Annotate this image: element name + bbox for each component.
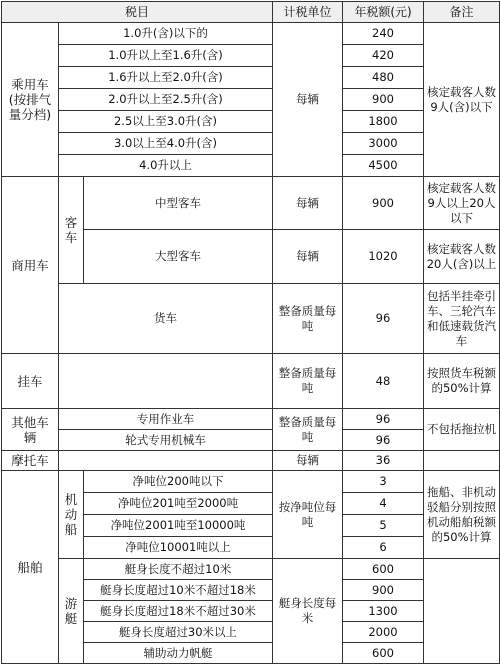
passenger-class-6: 3.0以上至4.0升(含)	[59, 133, 273, 155]
yacht-amount-2: 900	[343, 580, 424, 601]
large-bus-amount: 1020	[343, 230, 424, 284]
header-row	[2, 2, 500, 23]
header-item: 税目	[2, 2, 273, 23]
table-row	[2, 284, 500, 354]
passenger-class-1: 1.0升(含)以下的	[59, 23, 273, 45]
medium-bus-remark: 核定载客人数9人以上20人以下	[424, 177, 500, 230]
table-row	[2, 354, 500, 409]
truck-amount: 96	[343, 284, 424, 354]
header-remark: 备注	[424, 2, 500, 23]
header-unit: 计税单位	[273, 2, 343, 23]
truck-unit: 整备质量每吨	[273, 284, 343, 354]
commercial-label: 商用车	[2, 177, 59, 354]
motorcycle-remark	[424, 451, 500, 471]
yacht-class-1: 艇身长度不超过10米	[84, 559, 273, 580]
truck-name: 货车	[59, 284, 273, 354]
table-row	[2, 471, 500, 493]
trailer-label: 挂车	[2, 354, 59, 409]
motor-vessel-label: 机动船	[59, 471, 84, 559]
other-vehicle-2: 轮式专用机械车	[59, 430, 273, 451]
passenger-amount-7: 4500	[343, 155, 424, 177]
yacht-amount-1: 600	[343, 559, 424, 580]
motorcycle-label: 摩托车	[2, 451, 59, 471]
passenger-amount-6: 3000	[343, 133, 424, 155]
trailer-amount: 48	[343, 354, 424, 409]
passenger-amount-3: 480	[343, 67, 424, 89]
yacht-class-5: 辅助动力帆艇	[84, 643, 273, 664]
passenger-car-label: 乘用车 (按排气量分档)	[2, 23, 59, 177]
table-row	[2, 409, 500, 430]
bus-label: 客车	[59, 177, 84, 284]
motorcycle-amount: 36	[343, 451, 424, 471]
motor-vessel-amount-2: 4	[343, 493, 424, 515]
large-bus-remark: 核定载客人数20人(含)以上	[424, 230, 500, 284]
other-vehicles-remark: 不包括拖拉机	[424, 409, 500, 451]
passenger-class-4: 2.0升以上至2.5升(含)	[59, 89, 273, 111]
truck-remark: 包括半挂牵引车、三轮汽车和低速载货汽车	[424, 284, 500, 354]
other-vehicles-unit: 整备质量每吨	[273, 409, 343, 451]
motorcycle-unit: 每辆	[273, 451, 343, 471]
motor-vessel-class-2: 净吨位201吨至2000吨	[84, 493, 273, 515]
passenger-unit: 每辆	[273, 23, 343, 177]
motor-vessel-class-4: 净吨位10001吨以上	[84, 537, 273, 559]
table-row	[2, 23, 500, 45]
yacht-amount-4: 2000	[343, 622, 424, 643]
other-vehicles-label: 其他车辆	[2, 409, 59, 451]
passenger-class-2: 1.0升以上至1.6升(含)	[59, 45, 273, 67]
large-bus-name: 大型客车	[84, 230, 273, 284]
yacht-class-4: 艇身长度超过30米以上	[84, 622, 273, 643]
passenger-amount-4: 900	[343, 89, 424, 111]
motor-vessel-remark: 拖船、非机动驳船分别按照机动船舶税额的50%计算	[424, 471, 500, 559]
table-row	[2, 177, 500, 230]
other-amount-1: 96	[343, 409, 424, 430]
medium-bus-amount: 900	[343, 177, 424, 230]
medium-bus-name: 中型客车	[84, 177, 273, 230]
other-vehicle-1: 专用作业车	[59, 409, 273, 430]
motor-vessel-class-1: 净吨位200吨以下	[84, 471, 273, 493]
table-row	[2, 559, 500, 580]
motor-vessel-class-3: 净吨位2001吨至10000吨	[84, 515, 273, 537]
vehicle-vessel-tax-table	[1, 1, 500, 664]
motor-vessel-amount-1: 3	[343, 471, 424, 493]
passenger-amount-2: 420	[343, 45, 424, 67]
motor-vessel-amount-3: 5	[343, 515, 424, 537]
passenger-remark: 核定载客人数9人(含)以下	[424, 23, 500, 177]
yacht-class-2: 艇身长度超过10米不超过18米	[84, 580, 273, 601]
yacht-remark	[424, 559, 500, 664]
passenger-amount-1: 240	[343, 23, 424, 45]
motor-vessel-unit: 按净吨位每吨	[273, 471, 343, 559]
medium-bus-unit: 每辆	[273, 177, 343, 230]
yacht-unit: 艇身长度每米	[273, 559, 343, 664]
table-row	[2, 451, 500, 471]
passenger-class-7: 4.0升以上	[59, 155, 273, 177]
passenger-amount-5: 1800	[343, 111, 424, 133]
yacht-amount-5: 600	[343, 643, 424, 664]
trailer-unit: 整备质量每吨	[273, 354, 343, 409]
passenger-class-3: 1.6升以上至2.0升(含)	[59, 67, 273, 89]
motor-vessel-amount-4: 6	[343, 537, 424, 559]
yacht-label: 游艇	[59, 559, 84, 664]
trailer-remark: 按照货车税额的50%计算	[424, 354, 500, 409]
other-amount-2: 96	[343, 430, 424, 451]
header-amount: 年税额(元)	[343, 2, 424, 23]
yacht-class-3: 艇身长度超过18米不超过30米	[84, 601, 273, 622]
ships-label: 船舶	[2, 471, 59, 664]
large-bus-unit: 每辆	[273, 230, 343, 284]
yacht-amount-3: 1300	[343, 601, 424, 622]
motorcycle-name	[59, 451, 273, 471]
passenger-class-5: 2.5以上至3.0升(含)	[59, 111, 273, 133]
trailer-name	[59, 354, 273, 409]
